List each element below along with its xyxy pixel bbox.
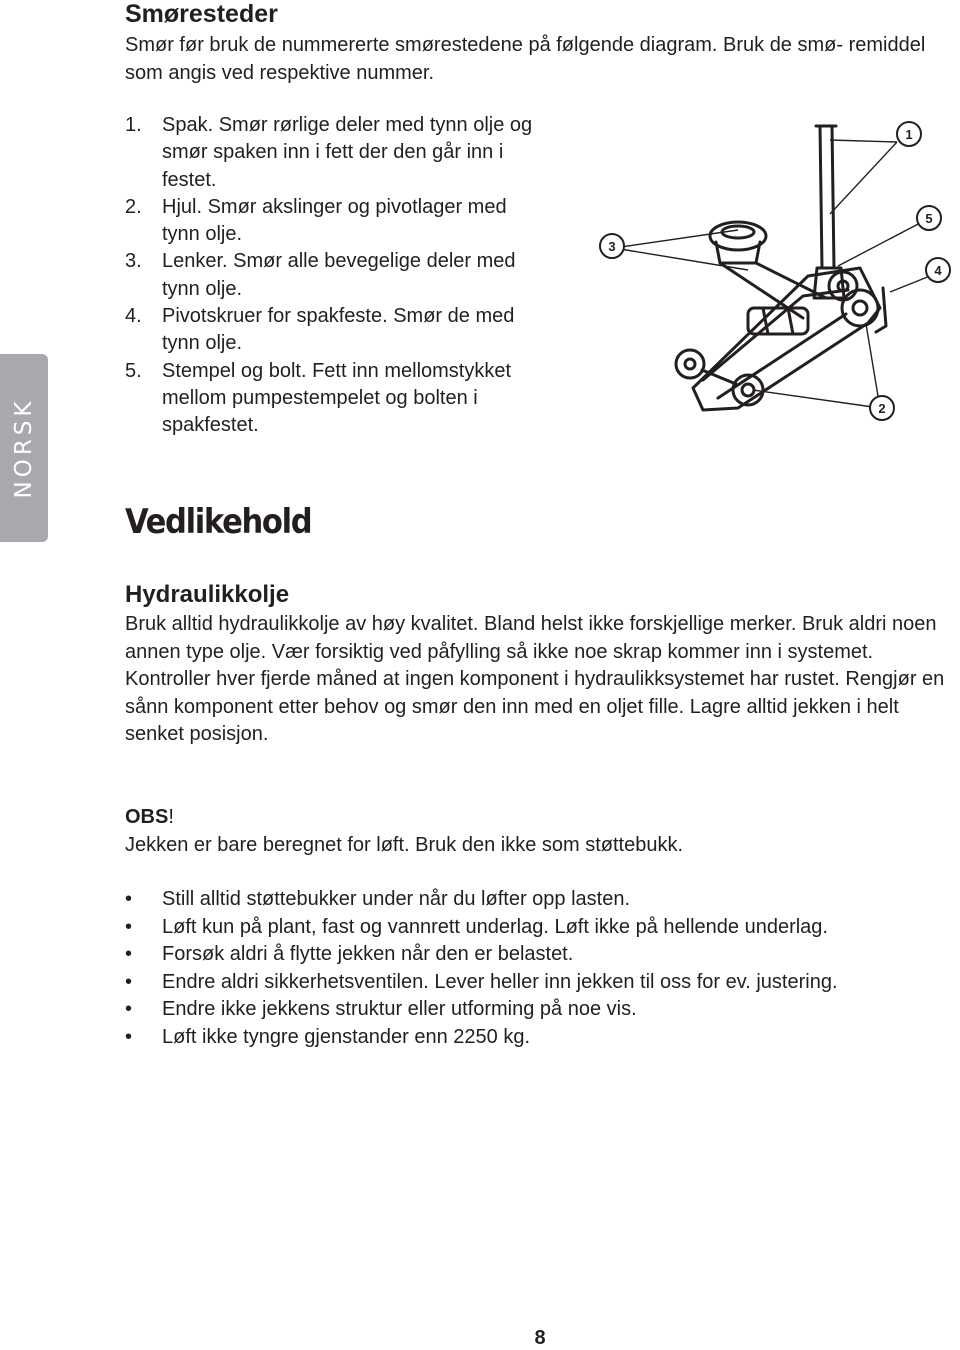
bullet-icon: • [125, 943, 133, 965]
bullet-icon: • [125, 915, 133, 938]
safety-item [125, 996, 955, 1024]
callout-1 [897, 122, 921, 146]
safety-item-text: Endre ikke jekkens struktur eller utforming på noe vis. [162, 998, 637, 1020]
obs-text: Jekken er bare beregnet for løft. Bruk den ikke som støttebukk. [125, 834, 684, 856]
hydraulic-oil-heading: Hydraulikkolje [125, 581, 290, 608]
lubrication-item-text: Hjul. Smør akslinger og pivotlager med tynn olje. [162, 195, 507, 246]
lubrication-item-number: 4. [125, 305, 142, 328]
language-tab-label: NORSK [11, 397, 37, 499]
safety-item [125, 914, 955, 942]
lubrication-item-number: 2. [125, 195, 142, 218]
jack-illustration [676, 126, 886, 410]
callout-label: 5 [925, 211, 933, 226]
lubrication-item-number: 5. [125, 359, 142, 382]
safety-item-text: Løft kun på plant, fast og vannrett underlag. Løft ikke på hellende underlag. [162, 915, 828, 938]
lubrication-intro: Smør før bruk de nummererte smørestedene på følgende diagram. Bruk de smø- remiddel som angis ved respektive nummer. [125, 34, 926, 84]
safety-item-text: Løft ikke tyngre gjenstander enn 2250 kg. [162, 1025, 531, 1048]
bullet-icon: • [125, 888, 133, 910]
callout-3 [600, 234, 624, 258]
callout-label: 2 [878, 401, 886, 416]
hydraulic-oil-text: Bruk alltid hydraulikkolje av høy kvalitet. Bland helst ikke forskjellige merker. Bruk aldri noen annen type olje. Vær forsiktig ved påfylling så ikke noe skrap kommer inn i systemet. Kontroller hver fjerde måned at ingen komponent i hydraulikksystemet har rustet. Rengjør en sånn komponent etter behov og smør den inn med en oljet fille. Lagre alltid jekken i helt senket posisjon. [125, 613, 945, 745]
floor-jack-diagram [598, 118, 952, 430]
callout-5 [917, 206, 941, 230]
safety-list [125, 886, 955, 1051]
bullet-icon: • [125, 1025, 133, 1048]
lubrication-item [125, 358, 545, 440]
callout-label: 3 [608, 239, 616, 254]
lubrication-item-text: Lenker. Smør alle bevegelige deler med tynn olje. [162, 250, 516, 300]
lubrication-item-text: Pivotskruer for spakfeste. Smør de med tynn olje. [162, 305, 515, 355]
obs-mark: ! [168, 806, 174, 828]
lubrication-item [125, 303, 545, 358]
lubrication-item [125, 112, 545, 194]
lubrication-item [125, 248, 545, 303]
page-number: 8 [534, 1327, 546, 1349]
lubrication-list [125, 112, 545, 440]
callout-4 [926, 258, 950, 282]
safety-item [125, 941, 955, 969]
lubrication-item-number: 1. [125, 114, 142, 136]
lubrication-item-number: 3. [125, 250, 142, 273]
bullet-icon: • [125, 970, 133, 993]
safety-item-text: Endre aldri sikkerhetsventilen. Lever heller inn jekken til oss for ev. justering. [162, 970, 838, 993]
lubrication-title: Smøresteder [125, 0, 278, 28]
callout-label: 1 [905, 127, 913, 142]
lubrication-item-text: Stempel og bolt. Fett inn mellomstykket mellom pumpestempelet og bolten i spakfestet. [162, 359, 512, 437]
lubrication-item [125, 194, 545, 249]
callout-label: 4 [934, 263, 942, 278]
lubrication-item-text: Spak. Smør rørlige deler med tynn olje og smør spaken inn i fett der den går inn i festet. [162, 114, 533, 191]
bullet-icon: • [125, 998, 133, 1020]
language-tab [0, 354, 48, 542]
obs-label: OBS [125, 806, 169, 828]
safety-item-text: Still alltid støttebukker under når du løfter opp lasten. [162, 888, 631, 910]
obs-note [125, 803, 174, 831]
safety-item [125, 1024, 955, 1052]
safety-item [125, 969, 955, 997]
safety-item [125, 886, 955, 914]
maintenance-heading: Vedlikehold [125, 502, 312, 542]
callout-2 [870, 396, 894, 420]
safety-item-text: Forsøk aldri å flytte jekken når den er belastet. [162, 943, 574, 965]
